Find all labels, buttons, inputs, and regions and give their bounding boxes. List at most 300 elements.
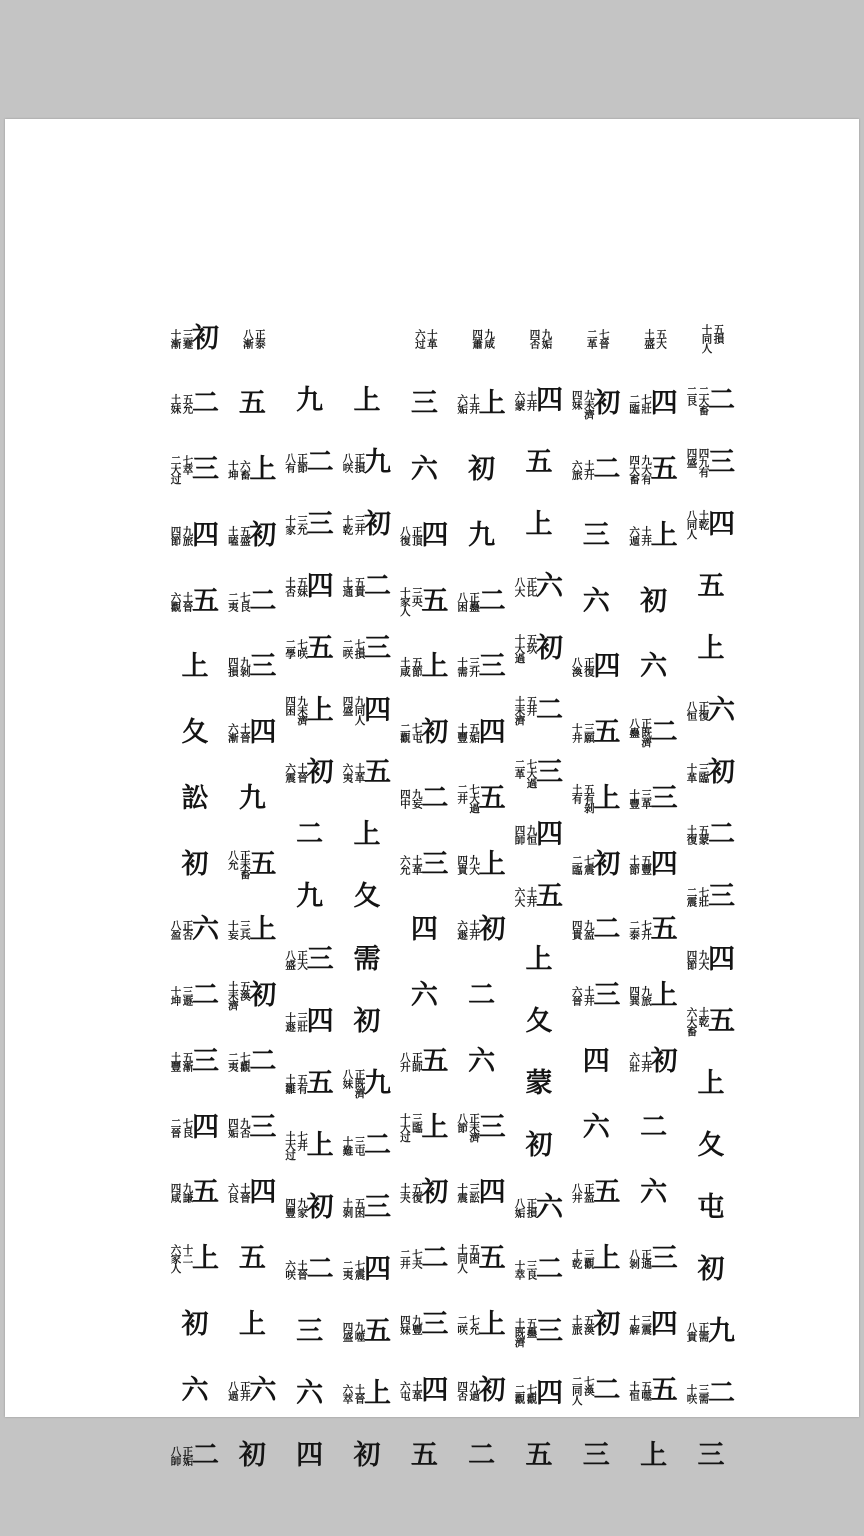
annotation-line: 二泰 — [628, 920, 641, 940]
annotation-line: 四節 — [169, 525, 182, 545]
text-column — [398, 317, 450, 1477]
main-character: 四 — [192, 1111, 220, 1143]
text-column — [513, 317, 565, 1477]
annotation-line: 七升 — [640, 920, 653, 940]
main-character: 上 — [249, 454, 277, 485]
text-cell — [513, 628, 565, 670]
annotation — [284, 763, 307, 782]
annotation — [284, 1131, 307, 1160]
text-cell — [513, 876, 565, 918]
main-character: 三 — [421, 1308, 449, 1340]
main-character: 初 — [181, 848, 209, 880]
text-cell — [513, 441, 565, 483]
text-cell — [284, 565, 336, 607]
main-character: 六 — [582, 585, 610, 617]
annotation-line: 三遯 — [181, 986, 194, 1005]
annotation — [341, 1198, 364, 1217]
annotation-line: 六屯 — [398, 1380, 411, 1400]
main-character: 二 — [192, 1440, 220, 1472]
annotation-line: 五蠱 — [525, 1317, 538, 1337]
annotation-line: 二學 — [284, 639, 297, 659]
text-cell — [685, 1249, 737, 1291]
annotation-line: 二咲 — [341, 639, 354, 659]
annotation-line: 四損 — [226, 657, 239, 677]
text-cell — [570, 514, 622, 556]
text-cell — [284, 938, 336, 980]
annotation-line: 九過 — [468, 1380, 481, 1400]
main-character: 初 — [192, 322, 220, 354]
annotation-line: 十乾 — [570, 1249, 583, 1268]
annotation-line: 七屯 — [410, 723, 423, 742]
annotation-line: 三臨 — [410, 1112, 423, 1132]
annotation-line: 九未濟 — [296, 696, 309, 725]
annotation — [628, 789, 651, 808]
main-character: 三 — [364, 633, 391, 665]
text-cell — [398, 1040, 450, 1082]
text-column — [628, 317, 680, 1477]
annotation — [284, 950, 307, 969]
main-character: 初 — [468, 454, 496, 485]
annotation-line: 五有剝 — [582, 784, 595, 813]
annotation-line: 四姤 — [226, 1117, 239, 1137]
annotation-line: 四貴 — [456, 854, 469, 874]
text-cell — [456, 777, 508, 819]
annotation — [628, 986, 651, 1005]
annotation-line: 九噬 — [353, 1322, 366, 1342]
main-character: 三 — [410, 388, 438, 420]
text-cell — [284, 1311, 336, 1353]
text-cell — [570, 383, 622, 425]
main-character: 上 — [478, 848, 506, 880]
annotation-line: 四妹 — [570, 389, 583, 409]
annotation — [341, 763, 364, 782]
text-cell — [226, 1303, 278, 1345]
text-cell — [341, 690, 393, 732]
text-cell — [456, 580, 508, 622]
annotation-line: 六大 — [513, 887, 526, 907]
text-cell — [570, 1369, 622, 1411]
main-character: 二 — [249, 1045, 277, 1077]
main-character: 三 — [650, 1243, 678, 1274]
annotation-line: 十大過 — [513, 634, 526, 663]
text-cell — [628, 383, 680, 425]
text-cell — [570, 777, 622, 819]
text-cell — [685, 1000, 737, 1042]
main-character: 四 — [582, 1045, 610, 1077]
annotation-line: 正復 — [697, 701, 710, 721]
main-character: 四 — [478, 1177, 506, 1209]
main-character: 三 — [593, 980, 621, 1011]
text-cell — [513, 1373, 565, 1415]
annotation-line: 九否 — [238, 1117, 251, 1137]
text-cell — [513, 814, 565, 856]
annotation-line: 九旅 — [181, 525, 194, 545]
main-character: 二 — [593, 914, 621, 946]
annotation-line: 十坤 — [226, 460, 239, 479]
text-cell — [169, 909, 221, 951]
annotation-line: 正否 — [181, 920, 194, 940]
main-character: 九 — [468, 519, 496, 551]
annotation-line: 四蕭 — [471, 328, 484, 348]
text-cell — [456, 1040, 508, 1082]
main-character: 上 — [364, 1378, 391, 1410]
text-cell — [226, 1369, 278, 1411]
annotation-line: 二革 — [585, 328, 598, 348]
main-character: 二 — [707, 384, 735, 416]
annotation — [571, 1315, 594, 1334]
main-character: 初 — [697, 1254, 725, 1286]
main-character: 初 — [421, 717, 449, 748]
text-cell — [226, 1238, 278, 1280]
main-character: 初 — [535, 633, 563, 665]
main-character: 上 — [306, 1129, 334, 1161]
text-cell — [456, 383, 508, 425]
annotation-line: 七艮 — [238, 591, 251, 611]
text-cell — [685, 1311, 737, 1353]
text-cell — [284, 503, 336, 545]
annotation-line: 八節 — [456, 1112, 469, 1132]
annotation — [628, 718, 651, 747]
main-character: 二 — [535, 1254, 563, 1286]
text-cell — [341, 317, 393, 359]
text-cell — [628, 1369, 680, 1411]
annotation-line: 正盈 — [582, 1183, 595, 1203]
annotation — [628, 1381, 651, 1400]
annotation-line: 土節 — [628, 854, 641, 874]
text-cell — [513, 752, 565, 794]
annotation — [685, 825, 708, 844]
annotation — [284, 639, 307, 658]
annotation-line: 四貴 — [570, 920, 583, 940]
annotation-line: 八升 — [398, 1051, 411, 1071]
main-character: 六 — [192, 914, 220, 946]
annotation-line: 土恒 — [628, 1380, 641, 1400]
main-character: 上 — [181, 651, 209, 683]
annotation — [571, 723, 594, 742]
annotation-line: 十遯 — [284, 1011, 297, 1031]
annotation — [169, 1244, 192, 1273]
annotation — [628, 920, 651, 939]
text-cell — [169, 1238, 221, 1280]
text-cell — [341, 1311, 393, 1353]
annotation-line: 八盈 — [169, 920, 182, 940]
annotation — [399, 657, 422, 676]
text-cell — [284, 814, 336, 856]
annotation-line: 七大過 — [525, 758, 538, 788]
main-character: 三 — [582, 1440, 610, 1472]
annotation — [227, 850, 250, 879]
text-cell — [570, 1172, 622, 1214]
main-character: 初 — [478, 914, 506, 946]
annotation-line: 六觀 — [169, 591, 182, 611]
main-character: 五 — [593, 1177, 621, 1209]
annotation-line: 二同人 — [570, 1375, 583, 1405]
annotation — [169, 455, 192, 484]
main-character: 五 — [650, 914, 678, 946]
annotation-line: 五困 — [353, 1198, 366, 1218]
text-cell — [570, 909, 622, 951]
annotation-line: 三屯 — [353, 1135, 366, 1155]
main-character: 三 — [535, 757, 563, 789]
main-character: 四 — [192, 519, 220, 551]
annotation-line: 二咲 — [456, 1314, 469, 1334]
annotation — [414, 329, 437, 348]
main-character: 六 — [410, 454, 438, 485]
annotation-line: 七觀 — [525, 1384, 538, 1404]
text-cell — [513, 1062, 565, 1104]
annotation-line: 四師 — [513, 825, 526, 845]
annotation-line: 七艮 — [181, 1117, 194, 1137]
annotation-line: 土妹 — [169, 394, 182, 414]
annotation — [341, 1322, 364, 1341]
main-character: 九 — [238, 782, 266, 814]
annotation-line: 正未畜 — [238, 849, 251, 879]
main-character: 初 — [306, 757, 334, 789]
annotation — [399, 1113, 422, 1142]
main-character: 初 — [249, 980, 277, 1011]
annotation-line: 五渙 — [582, 1314, 595, 1334]
annotation-line: 十革 — [425, 328, 438, 348]
annotation — [685, 1007, 708, 1036]
text-cell — [169, 1040, 221, 1082]
main-character: 五 — [525, 1440, 553, 1472]
main-character: 三 — [364, 1192, 391, 1224]
annotation-line: 土井 — [582, 986, 595, 1005]
annotation-line: 九大有 — [640, 455, 653, 484]
text-cell — [628, 449, 680, 491]
annotation-line: 八盛 — [284, 949, 297, 969]
text-cell — [169, 1435, 221, 1477]
text-cell — [456, 1172, 508, 1214]
text-cell — [169, 317, 221, 359]
main-character: 五 — [525, 446, 553, 478]
text-cell — [341, 565, 393, 607]
annotation — [341, 696, 364, 725]
annotation — [456, 723, 479, 742]
annotation-line: 七大過 — [468, 784, 481, 813]
annotation-line: 土復 — [685, 825, 698, 845]
annotation-line: 六晉 — [570, 986, 583, 1005]
annotation — [227, 1118, 250, 1137]
annotation-line: 三升 — [468, 657, 481, 677]
text-cell — [685, 938, 737, 980]
text-cell — [284, 317, 336, 359]
text-cell — [628, 514, 680, 556]
main-character: 二 — [192, 388, 220, 420]
text-cell — [169, 1369, 221, 1411]
text-cell — [456, 1106, 508, 1148]
text-cell — [341, 1373, 393, 1415]
annotation-line: 四九有 — [697, 447, 710, 477]
main-character: 上 — [478, 388, 506, 420]
annotation-line: 三訟 — [468, 1183, 481, 1203]
annotation-line: 八允 — [226, 849, 239, 869]
main-character: 五 — [192, 585, 220, 617]
text-cell — [628, 1238, 680, 1280]
text-cell — [628, 317, 680, 359]
annotation — [284, 515, 307, 534]
annotation-line: 八同人 — [685, 510, 698, 539]
main-character: 四 — [296, 1440, 324, 1472]
annotation — [513, 391, 536, 410]
annotation-line: 八妹 — [341, 1069, 354, 1089]
annotation — [456, 1381, 479, 1400]
vertical-text-block — [169, 317, 737, 1477]
annotation — [399, 587, 422, 616]
annotation-line: 九妄 — [410, 788, 423, 808]
main-character: 初 — [249, 519, 277, 551]
annotation-line: 八恒 — [685, 701, 698, 721]
annotation-line: 六旅 — [570, 460, 583, 479]
annotation-line: 八過 — [226, 1380, 239, 1400]
annotation — [399, 855, 422, 874]
annotation-line: 五有 — [296, 1073, 309, 1093]
annotation-line: 正需 — [697, 1322, 710, 1342]
annotation-line: 正井 — [238, 1380, 251, 1400]
text-cell — [685, 317, 737, 359]
annotation — [685, 950, 708, 969]
main-character: 初 — [306, 1192, 334, 1224]
text-cell — [398, 843, 450, 885]
annotation — [169, 1052, 192, 1071]
main-character: 三 — [306, 943, 334, 975]
annotation-line: 五豐 — [640, 854, 653, 874]
annotation — [628, 855, 651, 874]
annotation-line: 土旅 — [570, 1314, 583, 1334]
annotation — [242, 329, 265, 348]
annotation-line: 六萃 — [341, 1384, 354, 1404]
annotation — [341, 639, 364, 658]
text-cell — [226, 514, 278, 556]
main-character: 四 — [593, 651, 621, 683]
annotation — [513, 1384, 536, 1403]
annotation-line: 土井 — [468, 394, 481, 414]
annotation — [169, 986, 192, 1005]
annotation-line: 正未濟 — [468, 1112, 481, 1142]
annotation — [399, 1381, 422, 1400]
annotation — [513, 577, 536, 596]
annotation — [227, 526, 250, 545]
main-character: 上 — [650, 980, 678, 1011]
annotation-line: 七損 — [353, 639, 366, 659]
main-character: 上 — [593, 1243, 621, 1274]
main-character: 二 — [535, 695, 563, 727]
main-character: 五 — [697, 570, 725, 602]
annotation-line: 土否 — [284, 576, 297, 596]
annotation-line: 土井 — [640, 525, 653, 545]
annotation-line: 土既濟 — [513, 1317, 526, 1346]
annotation-line: 土晉 — [238, 723, 251, 742]
annotation — [513, 1318, 536, 1347]
text-column — [456, 317, 508, 1477]
annotation — [456, 920, 479, 939]
text-cell — [513, 1435, 565, 1477]
text-cell — [341, 1249, 393, 1291]
annotation-line: 十萃 — [513, 1260, 526, 1280]
main-character: 上 — [697, 1067, 725, 1099]
text-cell — [456, 1435, 508, 1477]
annotation-line: 三革 — [640, 788, 653, 808]
annotation — [685, 386, 708, 415]
text-cell — [456, 646, 508, 688]
main-character: 二 — [468, 980, 496, 1011]
main-character: 五 — [238, 388, 266, 420]
annotation — [284, 696, 307, 725]
main-character: 九 — [296, 384, 324, 416]
main-character: 訟 — [181, 782, 209, 814]
text-cell — [226, 580, 278, 622]
annotation-line: 正泰 — [253, 328, 266, 348]
main-character: 二 — [296, 819, 324, 851]
annotation-line: 二臨 — [570, 854, 583, 874]
text-cell — [513, 1000, 565, 1042]
annotation — [284, 1074, 307, 1093]
main-character: 五 — [707, 1005, 735, 1037]
annotation-line: 十同人 — [700, 323, 713, 353]
text-cell — [685, 1187, 737, 1229]
annotation-line: 六漸 — [226, 723, 239, 742]
annotation-line: 九同人 — [353, 696, 366, 725]
annotation-line: 八井 — [570, 1183, 583, 1203]
main-character: 二 — [306, 1254, 334, 1286]
annotation-line: 十妄 — [226, 920, 239, 940]
annotation — [341, 453, 364, 472]
text-cell — [456, 1303, 508, 1345]
main-character: 初 — [478, 1374, 506, 1406]
main-character: 上 — [353, 819, 381, 851]
annotation-line: 二臨 — [628, 394, 641, 414]
annotation — [456, 592, 479, 611]
main-character: 初 — [640, 585, 668, 617]
annotation — [571, 855, 594, 874]
main-character: 二 — [364, 1129, 391, 1161]
main-character: 五 — [650, 1374, 678, 1406]
annotation-line: 正比 — [525, 576, 538, 596]
text-column — [226, 317, 278, 1477]
annotation-line: 四盛 — [341, 696, 354, 716]
text-cell — [685, 1062, 737, 1104]
main-character: 五 — [364, 757, 391, 789]
text-cell — [284, 379, 336, 421]
text-cell — [398, 909, 450, 951]
main-character: 上 — [421, 651, 449, 683]
annotation — [685, 887, 708, 906]
main-character: 初 — [421, 1177, 449, 1209]
text-cell — [341, 876, 393, 918]
annotation-line: 八漸 — [241, 328, 254, 348]
text-column — [169, 317, 221, 1477]
main-character: 屯 — [697, 1192, 725, 1224]
annotation — [628, 455, 651, 484]
text-cell — [284, 1435, 336, 1477]
annotation-line: 土盛 — [643, 328, 656, 348]
text-cell — [685, 628, 737, 670]
annotation — [169, 526, 192, 545]
main-character: 需 — [353, 943, 381, 975]
annotation-line: 十難 — [341, 1135, 354, 1155]
annotation — [571, 657, 594, 676]
annotation — [513, 1198, 536, 1217]
annotation-line: 土井 — [525, 390, 538, 410]
annotation-line: 四大畜 — [628, 455, 641, 484]
annotation-line: 八師 — [169, 1446, 182, 1466]
annotation-line: 二革 — [513, 758, 526, 778]
annotation-line: 八貴 — [685, 1322, 698, 1342]
text-cell — [284, 1124, 336, 1166]
main-character: 四 — [650, 388, 678, 420]
text-cell — [341, 752, 393, 794]
text-cell — [570, 580, 622, 622]
